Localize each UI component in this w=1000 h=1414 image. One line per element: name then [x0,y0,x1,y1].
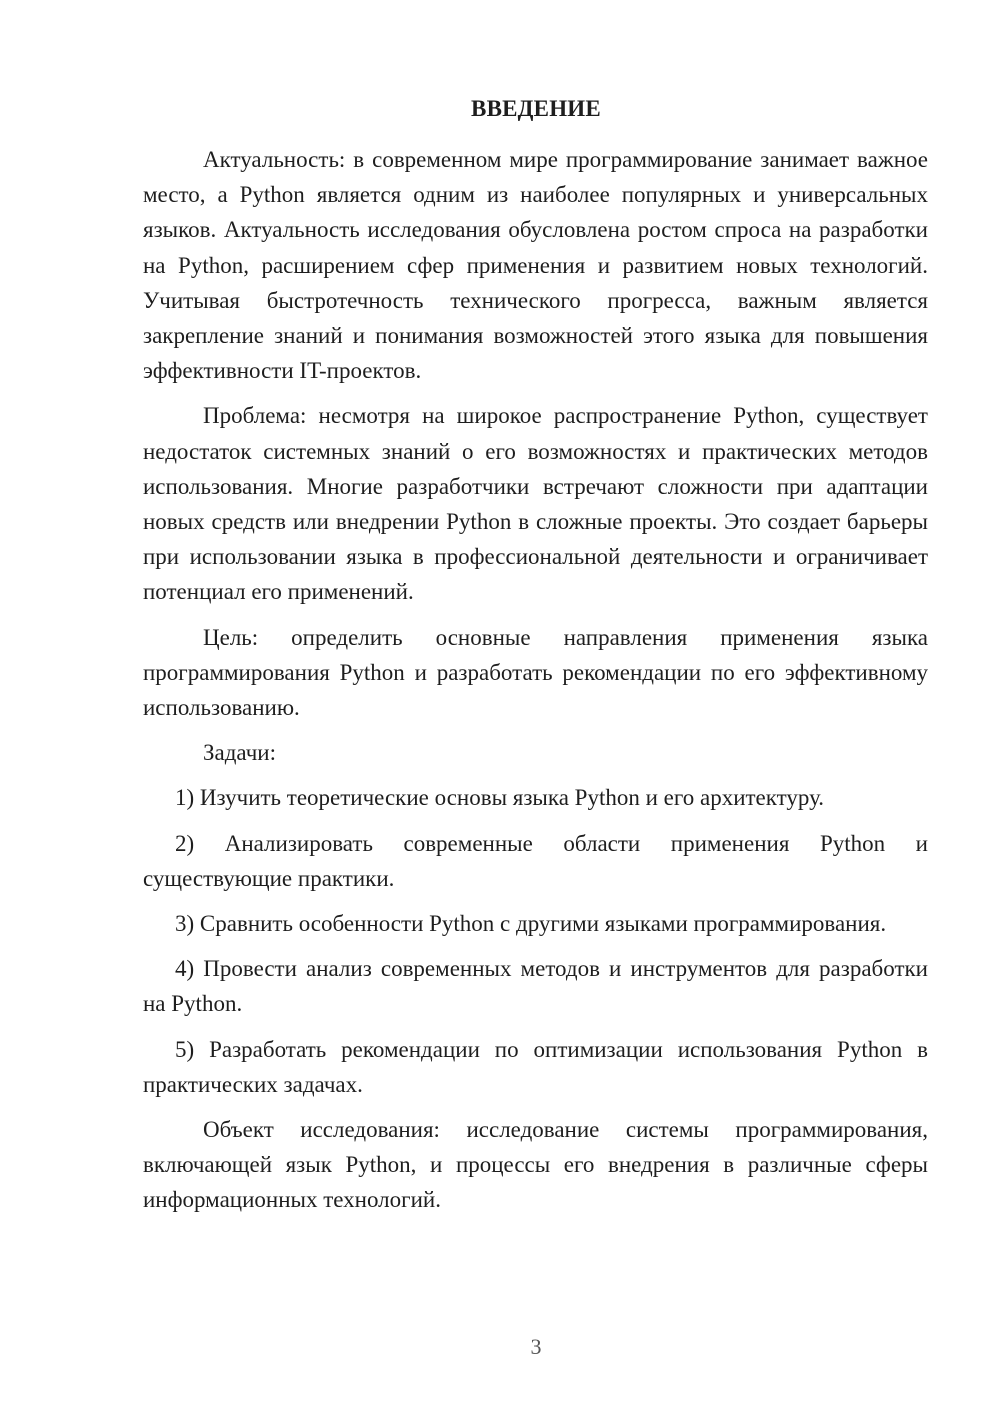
page-number: 3 [530,1334,542,1359]
section-heading: ВВЕДЕНИЕ [471,96,601,121]
tasks-title: Задачи: [203,740,276,766]
paragraph-goal: Цель: определить основные направления применения языка программирования Python и разработать рекомендации по его эффективному использованию. [143,624,928,721]
paragraph-problem: Проблема: несмотря на широкое распространение Python, существует недостаток системных знаний о его возможностях и практических методов использования. Многие разработчики встречают сложности при адаптации новых средств или внедрении Python в сложные проекты. Это создает барьеры при использовании языка в профессиональной деятельности и ограничивает потенциал его применений. [143,403,928,605]
paragraph-object: Объект исследования: исследование системы программирования, включающей язык Python, и процессы его внедрения в различные сферы информационных технологий. [143,1117,928,1213]
task-item-3: 3) Сравнить особенности Python с другими языками программирования. [175,911,887,937]
task-item-4: 4) Провести анализ современных методов и инструментов для разработки на Python. [143,956,928,1017]
task-item-1: 1) Изучить теоретические основы языка Python и его архитектуру. [175,785,825,811]
task-item-5: 5) Разработать рекомендации по оптимизации использования Python в практических задачах. [143,1036,928,1097]
body-text [143,142,928,1228]
paragraph-relevance: Актуальность: в современном мире программирование занимает важное место, а Python является одним из наиболее популярных и универсальных языков. Актуальность исследования обусловлена ростом спроса на разработки на Python, расширением сфер применения и развитием новых технологий. Учитывая быстротечность технического прогресса, важным является закрепление знаний и понимания возможностей этого языка для повышения эффективности IT-проектов. [143,147,928,384]
task-item-2: 2) Анализировать современные области применения Python и существующие практики. [143,830,928,891]
